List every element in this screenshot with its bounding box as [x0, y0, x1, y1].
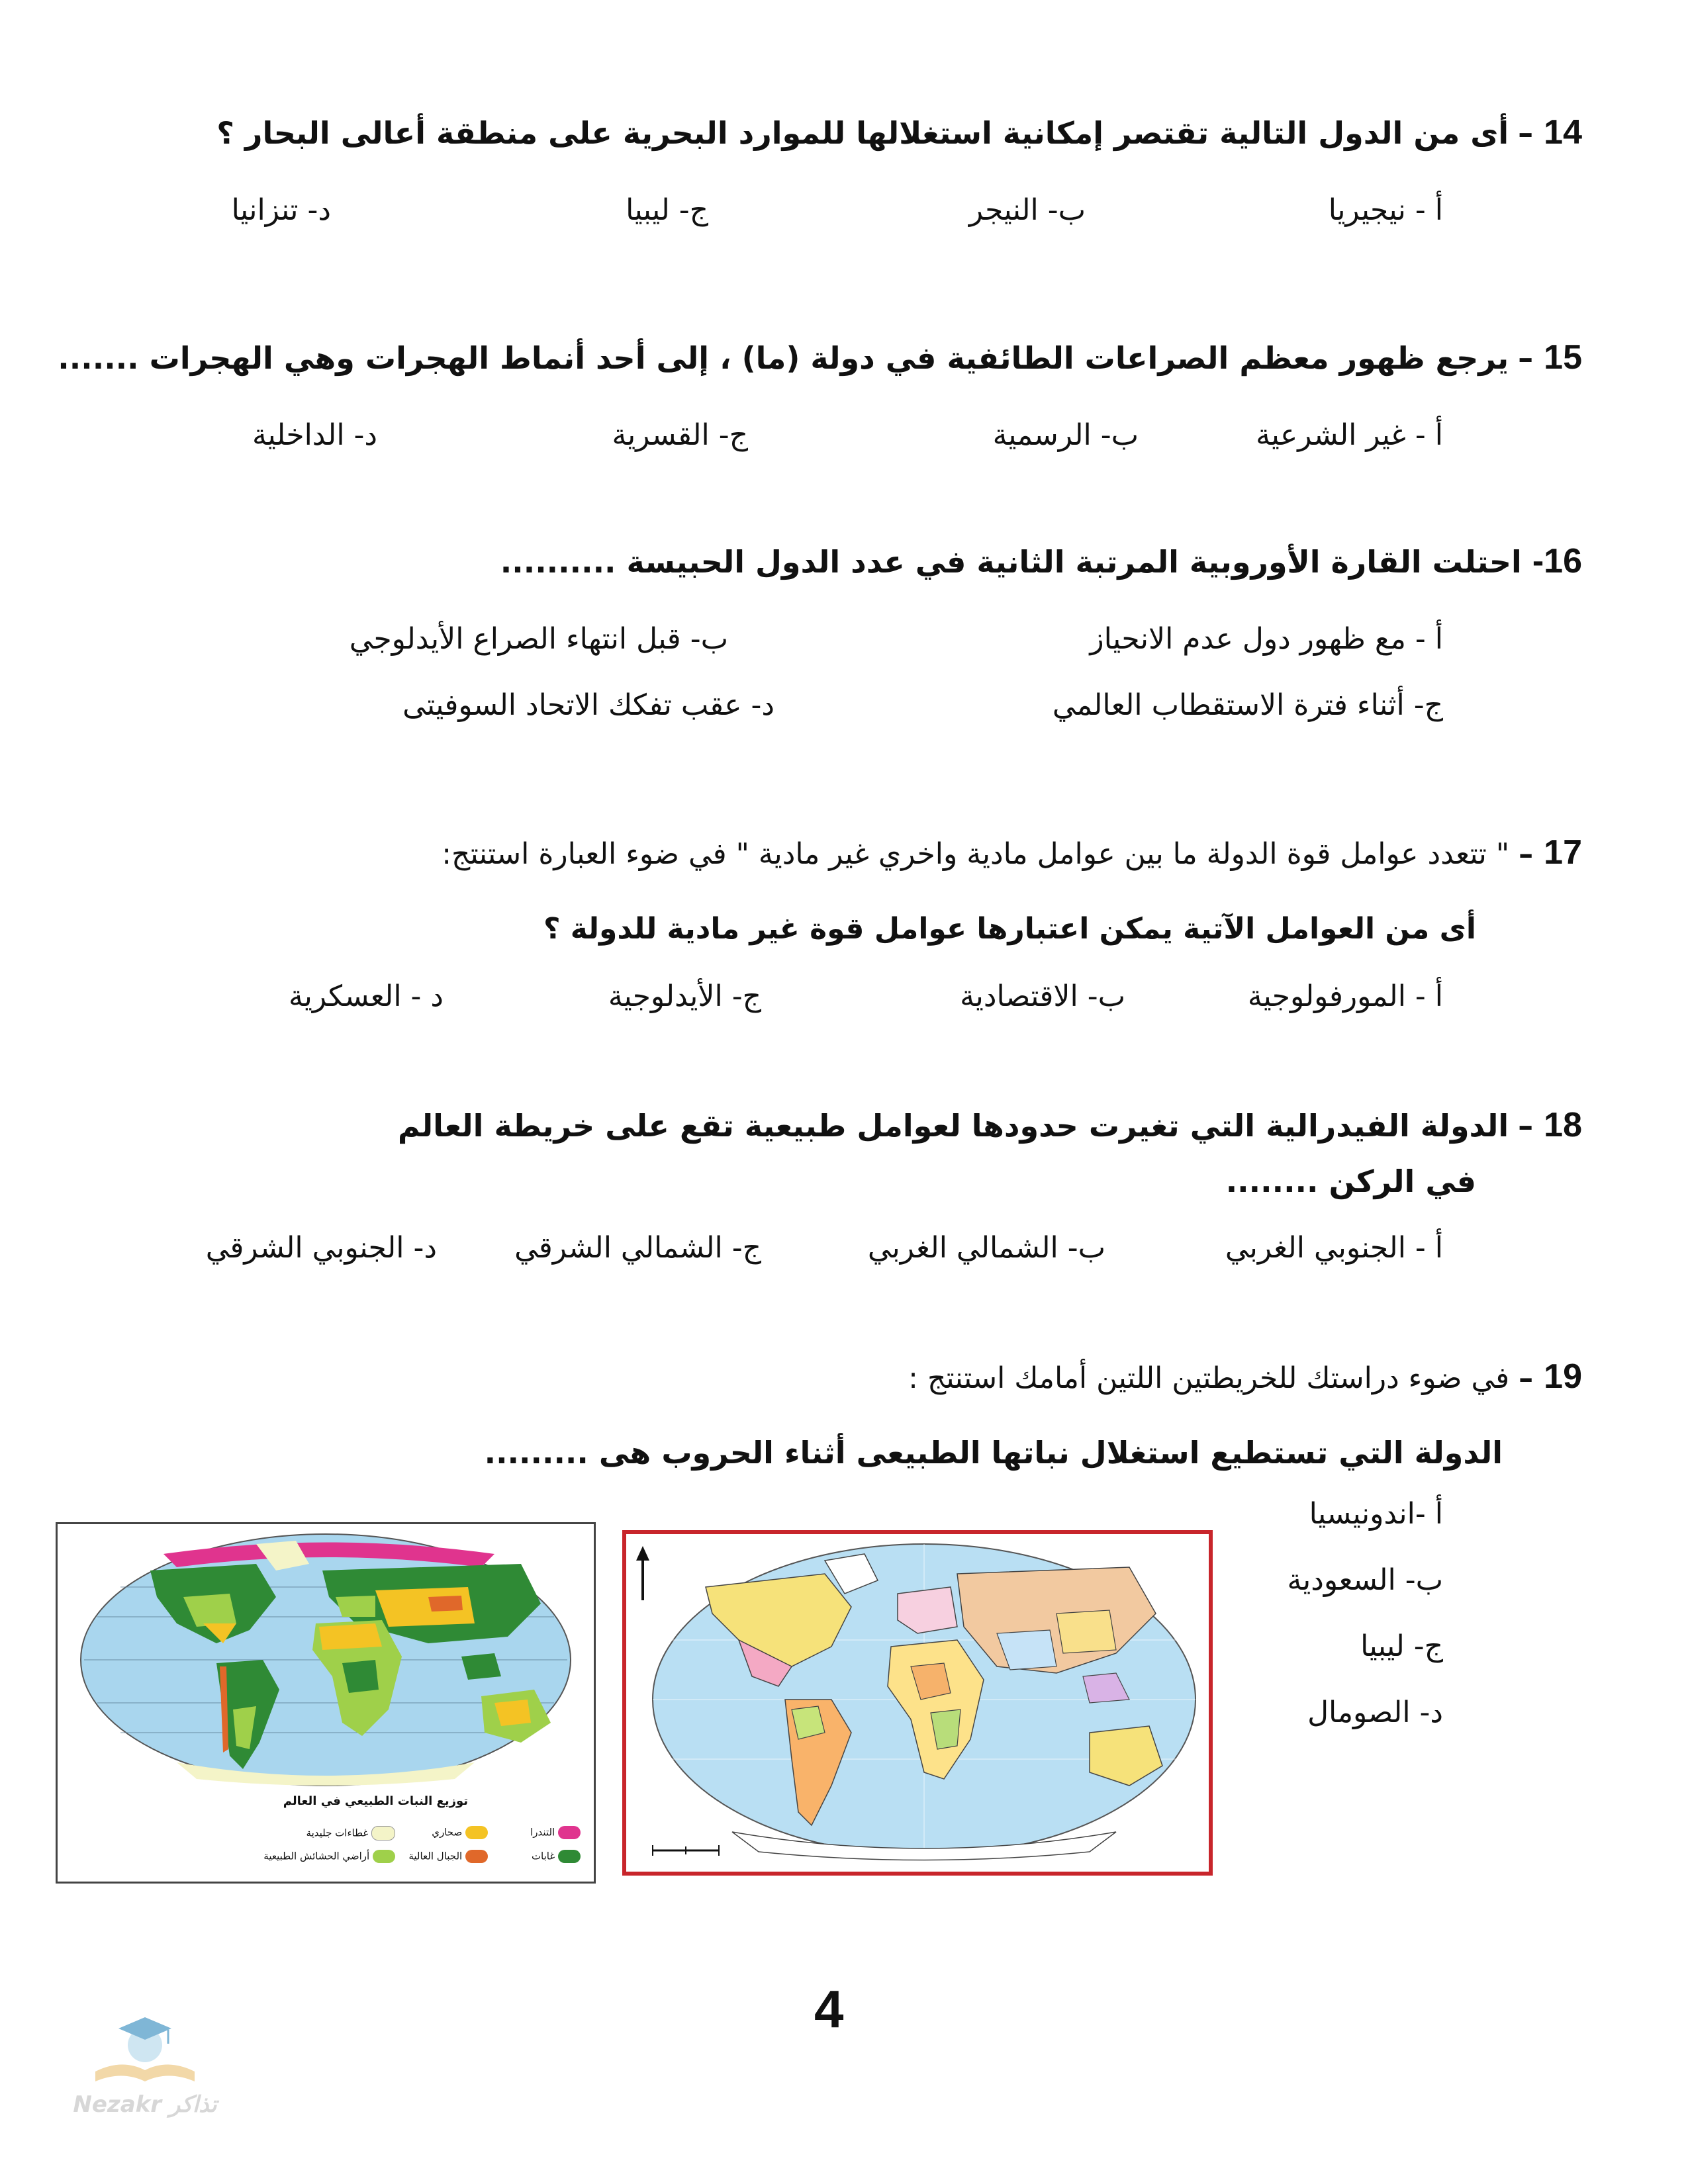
legend-label: أراضي الحشائش الطبيعية — [263, 1850, 370, 1862]
option-a[interactable]: أ -اندونيسيا — [1309, 1497, 1443, 1531]
question-text: يرجع ظهور معظم الصراعات الطائفية في دولة (ما) ، إلى أحد أنماط الهجرات وهي الهجرات ....... — [58, 340, 1509, 376]
option-a[interactable]: أ - نيجيريا — [1328, 193, 1443, 227]
legend-item-forest — [532, 1850, 581, 1863]
legend-swatch — [465, 1826, 488, 1839]
question-dash: – — [1519, 1361, 1534, 1395]
option-c[interactable]: ج- الأيدلوجية — [608, 979, 761, 1013]
legend-item-grassland — [263, 1850, 395, 1863]
option-b[interactable]: ب- السعودية — [1287, 1563, 1443, 1597]
question-19-subtext: الدولة التي تستطيع استغلال نباتها الطبيعى أثناء الحروب هى ......... — [484, 1435, 1503, 1471]
legend-label: الجبال العالية — [408, 1850, 463, 1862]
legend-label: التندرا — [530, 1826, 555, 1839]
question-text: أى من الدول التالية تقتصر إمكانية استغلالها للموارد البحرية على منطقة أعالى البحار ؟ — [216, 115, 1509, 151]
graduation-cap-icon — [56, 1992, 234, 2091]
option-c[interactable]: ج- القسرية — [612, 418, 748, 452]
question-text: احتلت القارة الأوروبية المرتبة الثانية في عدد الدول الحبيسة .......... — [500, 544, 1522, 580]
legend-item-ice — [306, 1826, 395, 1841]
option-a[interactable]: أ - المورفولوجية — [1247, 979, 1443, 1013]
world-political-map — [622, 1530, 1213, 1876]
legend-item-desert — [432, 1826, 488, 1839]
question-17 — [442, 833, 1582, 872]
vegetation-legend — [58, 1822, 594, 1875]
question-text: " تتعدد عوامل قوة الدولة ما بين عوامل مادية واخري غير مادية " في ضوء العبارة استنتج: — [442, 837, 1510, 871]
question-number: 15 — [1544, 338, 1582, 377]
world-political-map-graphic — [626, 1534, 1209, 1872]
legend-item-tundra — [530, 1826, 581, 1839]
question-17-subtext: أى من العوامل الآتية يمكن اعتبارها عوامل قوة غير مادية للدولة ؟ — [543, 912, 1476, 946]
option-b[interactable]: ب- الرسمية — [992, 418, 1139, 452]
legend-label: غابات — [531, 1850, 555, 1862]
world-vegetation-map-graphic — [58, 1524, 594, 1789]
legend-swatch — [371, 1826, 395, 1841]
question-text: في ضوء دراستك للخريطتين اللتين أمامك استنتج : — [908, 1361, 1510, 1395]
option-c[interactable]: ج- الشمالي الشرقي — [514, 1231, 761, 1265]
question-dash: – — [1519, 837, 1534, 871]
question-18-continuation: في الركن ........ — [1225, 1163, 1476, 1199]
option-a[interactable]: أ - الجنوبي الغربي — [1225, 1231, 1443, 1265]
question-number: 18 — [1544, 1106, 1582, 1144]
world-vegetation-map — [56, 1522, 596, 1884]
option-d[interactable]: د - العسكرية — [289, 979, 444, 1013]
question-number: 16- — [1532, 542, 1582, 580]
option-b[interactable]: ب- الشمالي الغربي — [867, 1231, 1105, 1265]
option-d[interactable]: د- الصومال — [1307, 1696, 1443, 1729]
question-dash: – — [1518, 340, 1534, 376]
question-18 — [398, 1105, 1582, 1145]
question-19 — [908, 1357, 1582, 1396]
legend-label: غطاءات جليدية — [306, 1827, 369, 1839]
option-a[interactable]: أ - مع ظهور دول عدم الانحياز — [1090, 622, 1443, 656]
question-number: 14 — [1544, 113, 1582, 152]
nezakr-logo — [56, 1992, 234, 2131]
question-number: 19 — [1544, 1357, 1582, 1396]
option-c[interactable]: ج- ليبيا — [1360, 1629, 1443, 1663]
legend-swatch — [558, 1850, 581, 1863]
question-dash: – — [1518, 1108, 1534, 1144]
question-14 — [216, 113, 1582, 152]
option-d[interactable]: د- الداخلية — [252, 418, 377, 452]
legend-item-mountains — [408, 1850, 488, 1863]
question-text: الدولة الفيدرالية التي تغيرت حدودها لعوامل طبيعية تقع على خريطة العالم — [397, 1108, 1509, 1144]
logo-text: Nezakr تذاكر — [73, 2091, 217, 2118]
question-number: 17 — [1544, 833, 1582, 872]
option-d[interactable]: د- تنزانيا — [231, 193, 331, 227]
option-c[interactable]: ج- أثناء فترة الاستقطاب العالمي — [1052, 688, 1443, 722]
question-dash: – — [1518, 115, 1534, 151]
option-b[interactable]: ب- الاقتصادية — [960, 979, 1125, 1013]
option-b[interactable]: ب- النيجر — [968, 193, 1086, 227]
legend-swatch — [373, 1850, 395, 1863]
option-c[interactable]: ج- ليبيا — [626, 193, 708, 227]
question-16 — [500, 541, 1582, 581]
question-15 — [58, 338, 1582, 377]
legend-label: صحاري — [432, 1826, 463, 1839]
legend-swatch — [558, 1826, 581, 1839]
option-b[interactable]: ب- قبل انتهاء الصراع الأيدلوجي — [349, 622, 728, 656]
option-d[interactable]: د- الجنوبي الشرقي — [205, 1231, 437, 1265]
vegetation-map-title: توزيع النبات الطبيعي في العالم — [283, 1794, 468, 1808]
option-d[interactable]: د- عقب تفكك الاتحاد السوفيتى — [402, 688, 774, 722]
page-number: 4 — [814, 1979, 844, 2038]
legend-swatch — [465, 1850, 488, 1863]
option-a[interactable]: أ - غير الشرعية — [1256, 418, 1443, 452]
